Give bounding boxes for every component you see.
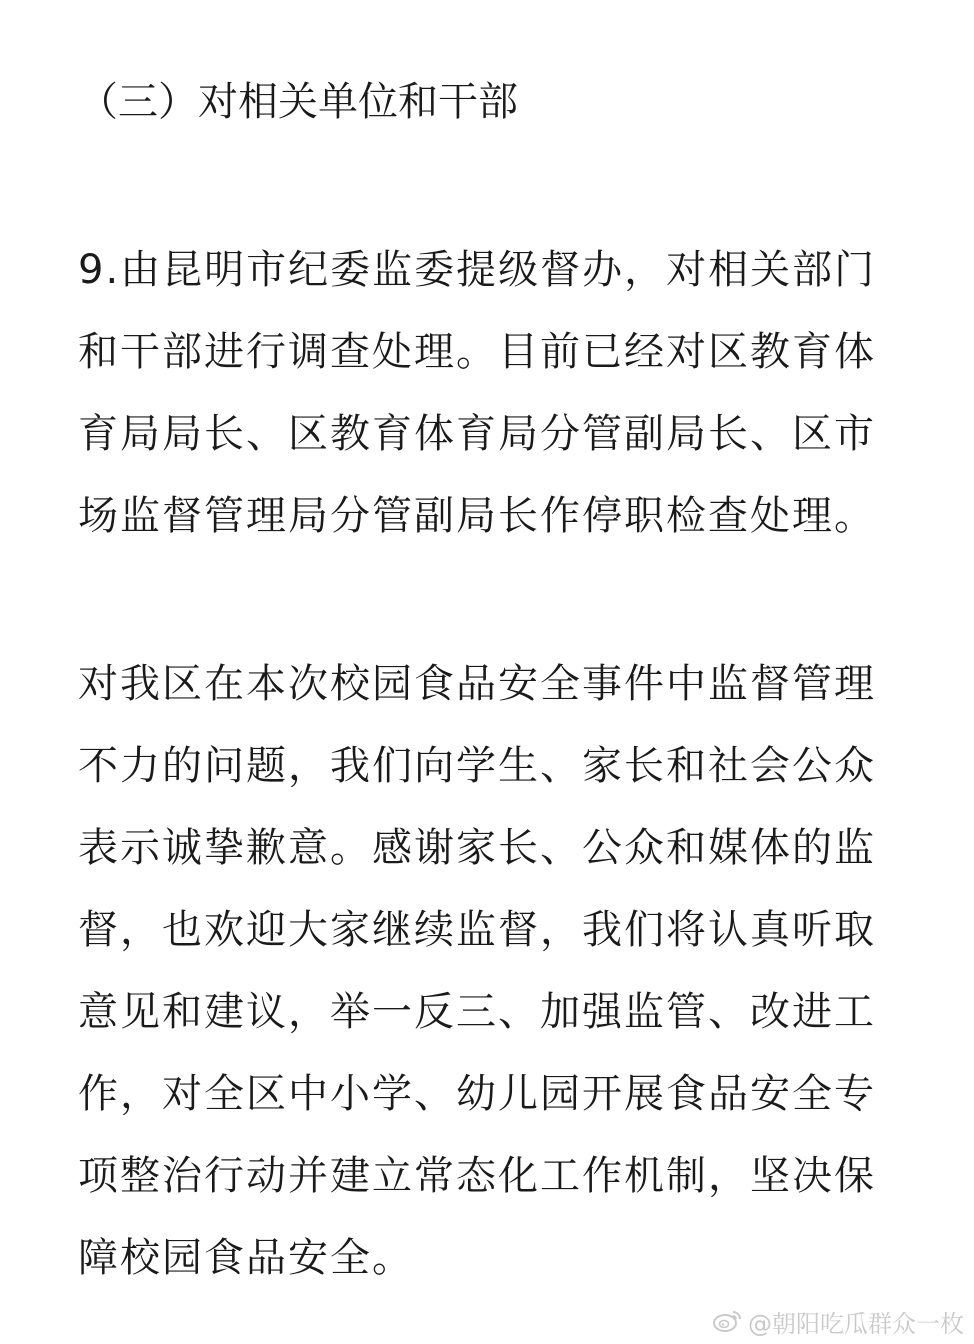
paragraph-line: 项整治行动并建立常态化工作机制，坚决保 bbox=[78, 1153, 876, 1199]
paragraph-line: 对我区在本次校园食品安全事件中监督管理 bbox=[78, 661, 876, 707]
watermark-text: @朝阳吃瓜群众一枚 bbox=[748, 1309, 964, 1338]
weibo-icon bbox=[712, 1309, 742, 1333]
paragraph-apology bbox=[78, 654, 876, 1310]
paragraph-line: 和干部进行调查处理。目前已经对区教育体 bbox=[78, 329, 876, 375]
paragraph-line: 障校园食品安全。 bbox=[78, 1235, 414, 1281]
weibo-watermark bbox=[712, 1306, 964, 1336]
paragraph-investigation bbox=[78, 240, 876, 568]
paragraph-line: 意见和建议，举一反三、加强监管、改进工 bbox=[78, 989, 876, 1035]
section-heading: （三）对相关单位和干部 bbox=[78, 79, 518, 125]
paragraph-line: 不力的问题，我们向学生、家长和社会公众 bbox=[78, 743, 876, 789]
paragraph-line: 表示诚挚歉意。感谢家长、公众和媒体的监 bbox=[78, 825, 876, 871]
paragraph-line: 作，对全区中小学、幼儿园开展食品安全专 bbox=[78, 1071, 876, 1117]
paragraph-line: 9.由昆明市纪委监委提级督办，对相关部门 bbox=[78, 247, 877, 293]
paragraph-line: 育局局长、区教育体育局分管副局长、区市 bbox=[78, 411, 876, 457]
paragraph-line: 督，也欢迎大家继续监督，我们将认真听取 bbox=[78, 907, 876, 953]
paragraph-line: 场监督管理局分管副局长作停职检查处理。 bbox=[78, 493, 876, 539]
